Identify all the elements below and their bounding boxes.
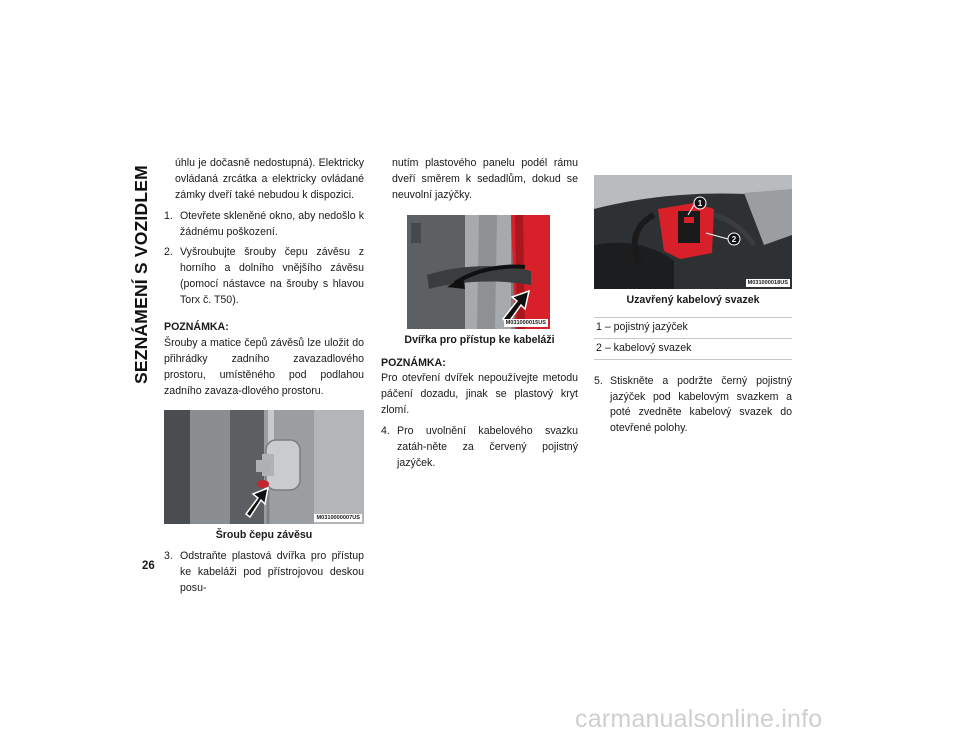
hinge-photo	[164, 410, 364, 524]
side-section-title: SEZNÁMENÍ S VOZIDLEM	[131, 165, 151, 384]
step-4	[381, 424, 578, 472]
figure-legend	[594, 317, 792, 360]
paragraph-continued: nutím plastového panelu podél rámu dveří směrem k sedadlům, dokud se neuvolní jazýčky.	[392, 157, 578, 201]
step-number: 4.	[381, 425, 390, 438]
callout-2: 2	[731, 235, 737, 244]
figure-closed-harness	[594, 175, 792, 289]
watermark: carmanualsonline.info	[575, 705, 823, 733]
figure-caption: Uzavřený kabelový svazek	[626, 294, 760, 306]
note-text: Šrouby a matice čepů závěsů lze uložit do přihrádky zadního zavazadlového prostoru, umístěného pod podlahou zadního zavaza-dlového prostoru.	[164, 336, 364, 397]
step-number: 2.	[164, 246, 173, 259]
step-text: Otevřete skleněné okno, aby nedošlo k žádnému poškození.	[180, 209, 364, 238]
paragraph-continued: úhlu je dočasně nedostupná). Elektricky ovládaná zrcátka a elektricky ovládané zámky dveří také nebudou k dispozici.	[175, 157, 364, 201]
figure-code: M0310000007US	[316, 515, 360, 522]
figure-code: M031000018US	[747, 280, 788, 286]
note-text: Pro otevření dvířek nepoužívejte metodu páčení dozadu, jinak se plastový kryt zlomí.	[381, 372, 578, 417]
column-1	[164, 156, 364, 597]
step-2	[164, 245, 364, 309]
note-heading: POZNÁMKA:	[381, 356, 446, 369]
note-heading: POZNÁMKA:	[164, 321, 229, 334]
legend-row: 1 – pojistný jazýček	[594, 317, 792, 338]
column-3	[594, 175, 792, 437]
step-text: Vyšroubujte šrouby čepu závěsu z horního a dolního vnějšího závěsu (pomocí nástavce na šrouby s hlavou Torx č. T50).	[180, 246, 364, 307]
step-5	[594, 374, 792, 438]
step-text: Stiskněte a podržte černý pojistný jazýček pod kabelovým svazkem a poté zvedněte kabelový svazek do otevřené polohy.	[610, 374, 792, 435]
column-2	[381, 156, 578, 472]
step-number: 3.	[164, 550, 173, 563]
page-number: 26	[142, 560, 155, 572]
step-text: Odstraňte plastová dvířka pro přístup ke kabeláži pod přístrojovou deskou posu-	[180, 550, 364, 595]
callout-1: 1	[697, 199, 703, 208]
step-3	[164, 549, 364, 597]
step-number: 1.	[164, 209, 173, 222]
access-door-photo	[407, 215, 550, 329]
figure-code: M031000015US	[505, 319, 546, 326]
step-text: Pro uvolnění kabelového svazku zatáh-něte za červený pojistný jazýček.	[397, 425, 578, 469]
figure-caption: Dvířka pro přístup ke kabeláži	[404, 333, 555, 346]
step-number: 5.	[594, 374, 603, 387]
legend-row: 2 – kabelový svazek	[594, 338, 792, 360]
figure-caption: Šroub čepu závěsu	[215, 529, 313, 542]
harness-photo	[594, 175, 792, 289]
step-1	[164, 209, 364, 241]
figure-hinge-pin-bolt	[164, 410, 364, 524]
figure-wiring-access-door	[407, 215, 550, 329]
